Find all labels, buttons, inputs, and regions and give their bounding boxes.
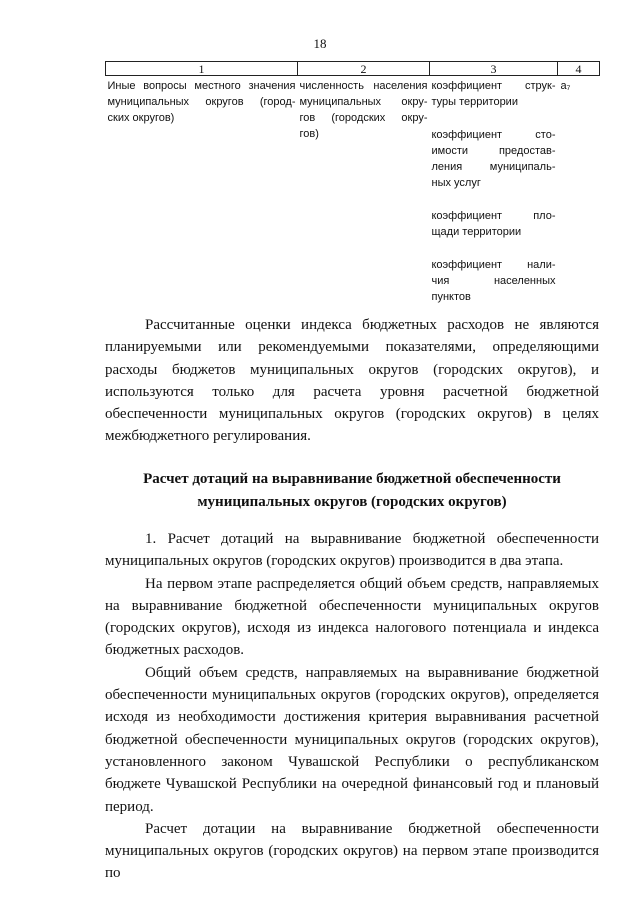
cell-line: коэффициент сто- xyxy=(431,129,556,141)
paragraph: Рассчитанные оценки индекса бюджетных расходов не являются планируемыми или рекомендуемыми показателями, определяющими расходы бюджетов муниципальных округов (городских округов), и используются только для расчета уровня расчетной бюджетной обеспеченности муниципальных округов (городских округов) в целях межбюджетного регулирования. xyxy=(105,317,599,445)
table-header-cell: 2 xyxy=(298,62,430,76)
table-cell-indicator xyxy=(298,76,430,306)
section-heading xyxy=(105,468,599,513)
table-cell-coefficients xyxy=(430,76,558,306)
table-cell-coefficient-symbol: a₇ xyxy=(560,80,571,92)
coefficient-item xyxy=(432,78,556,110)
cell-line: пунктов xyxy=(431,291,471,303)
cell-line: муниципальных округов (город- xyxy=(107,96,296,108)
coefficient-item xyxy=(432,127,556,191)
cell-line: Иные вопросы местного значения xyxy=(107,80,296,92)
cell-line: ления муниципаль- xyxy=(431,161,556,173)
cell-line: ных услуг xyxy=(431,177,481,189)
table-row xyxy=(106,76,600,306)
paragraph: 1. Расчет дотаций на выравнивание бюджетной обеспеченности муниципальных округов (городских округов) производится в два этапа. xyxy=(105,531,599,570)
paragraph: На первом этапе распределяется общий объем средств, направляемых на выравнивание бюджетной обеспеченности муниципальных округов (городских округов), исходя из индекса налогового потенциала и индекса бюджетных расходов. xyxy=(105,575,599,659)
table-header-cell: 4 xyxy=(558,62,600,76)
paragraph: Расчет дотации на выравнивание бюджетной обеспеченности муниципальных округов (городских округов) на первом этапе производится по xyxy=(105,820,599,882)
cell-line: муниципальных окру- xyxy=(299,96,428,108)
cell-line: коэффициент нали- xyxy=(431,259,556,271)
heading-line: Расчет дотаций на выравнивание бюджетной обеспеченности xyxy=(143,471,561,487)
table-header-row xyxy=(106,62,600,76)
cell-line: туры территории xyxy=(431,96,518,108)
coefficient-item xyxy=(432,208,556,240)
cell-line: имости предостав- xyxy=(431,145,556,157)
table-header-cell: 1 xyxy=(106,62,298,76)
paragraph: Общий объем средств, направляемых на выравнивание бюджетной обеспеченности муниципальных округов (городских округов), определяется исходя из необходимости достижения критерия выравнивания расчетной бюджетной обеспеченности муниципальных округов (городских округов), установленного законом Чувашской Республики о республиканском бюджете Чувашской Республики на очередной финансовый год и плановый период. xyxy=(105,664,599,815)
table-cell-expense-type xyxy=(106,76,298,306)
data-table xyxy=(105,61,600,305)
cell-line: численность населения xyxy=(299,80,428,92)
page-number: 18 xyxy=(313,36,327,51)
coefficient-item xyxy=(432,257,556,305)
cell-line: ских округов) xyxy=(107,112,175,124)
cell-line: чия населенных xyxy=(431,275,556,287)
cell-line: гов) xyxy=(299,128,319,140)
cell-line: коэффициент струк- xyxy=(431,80,556,92)
cell-line: коэффициент пло- xyxy=(431,210,556,222)
heading-line: муниципальных округов (городских округов) xyxy=(197,493,507,510)
cell-line: гов (городских окру- xyxy=(299,112,428,124)
table-header-cell: 3 xyxy=(430,62,558,76)
paragraph-block xyxy=(105,528,599,885)
paragraph-block xyxy=(105,314,599,448)
cell-line: щади территории xyxy=(431,226,522,238)
